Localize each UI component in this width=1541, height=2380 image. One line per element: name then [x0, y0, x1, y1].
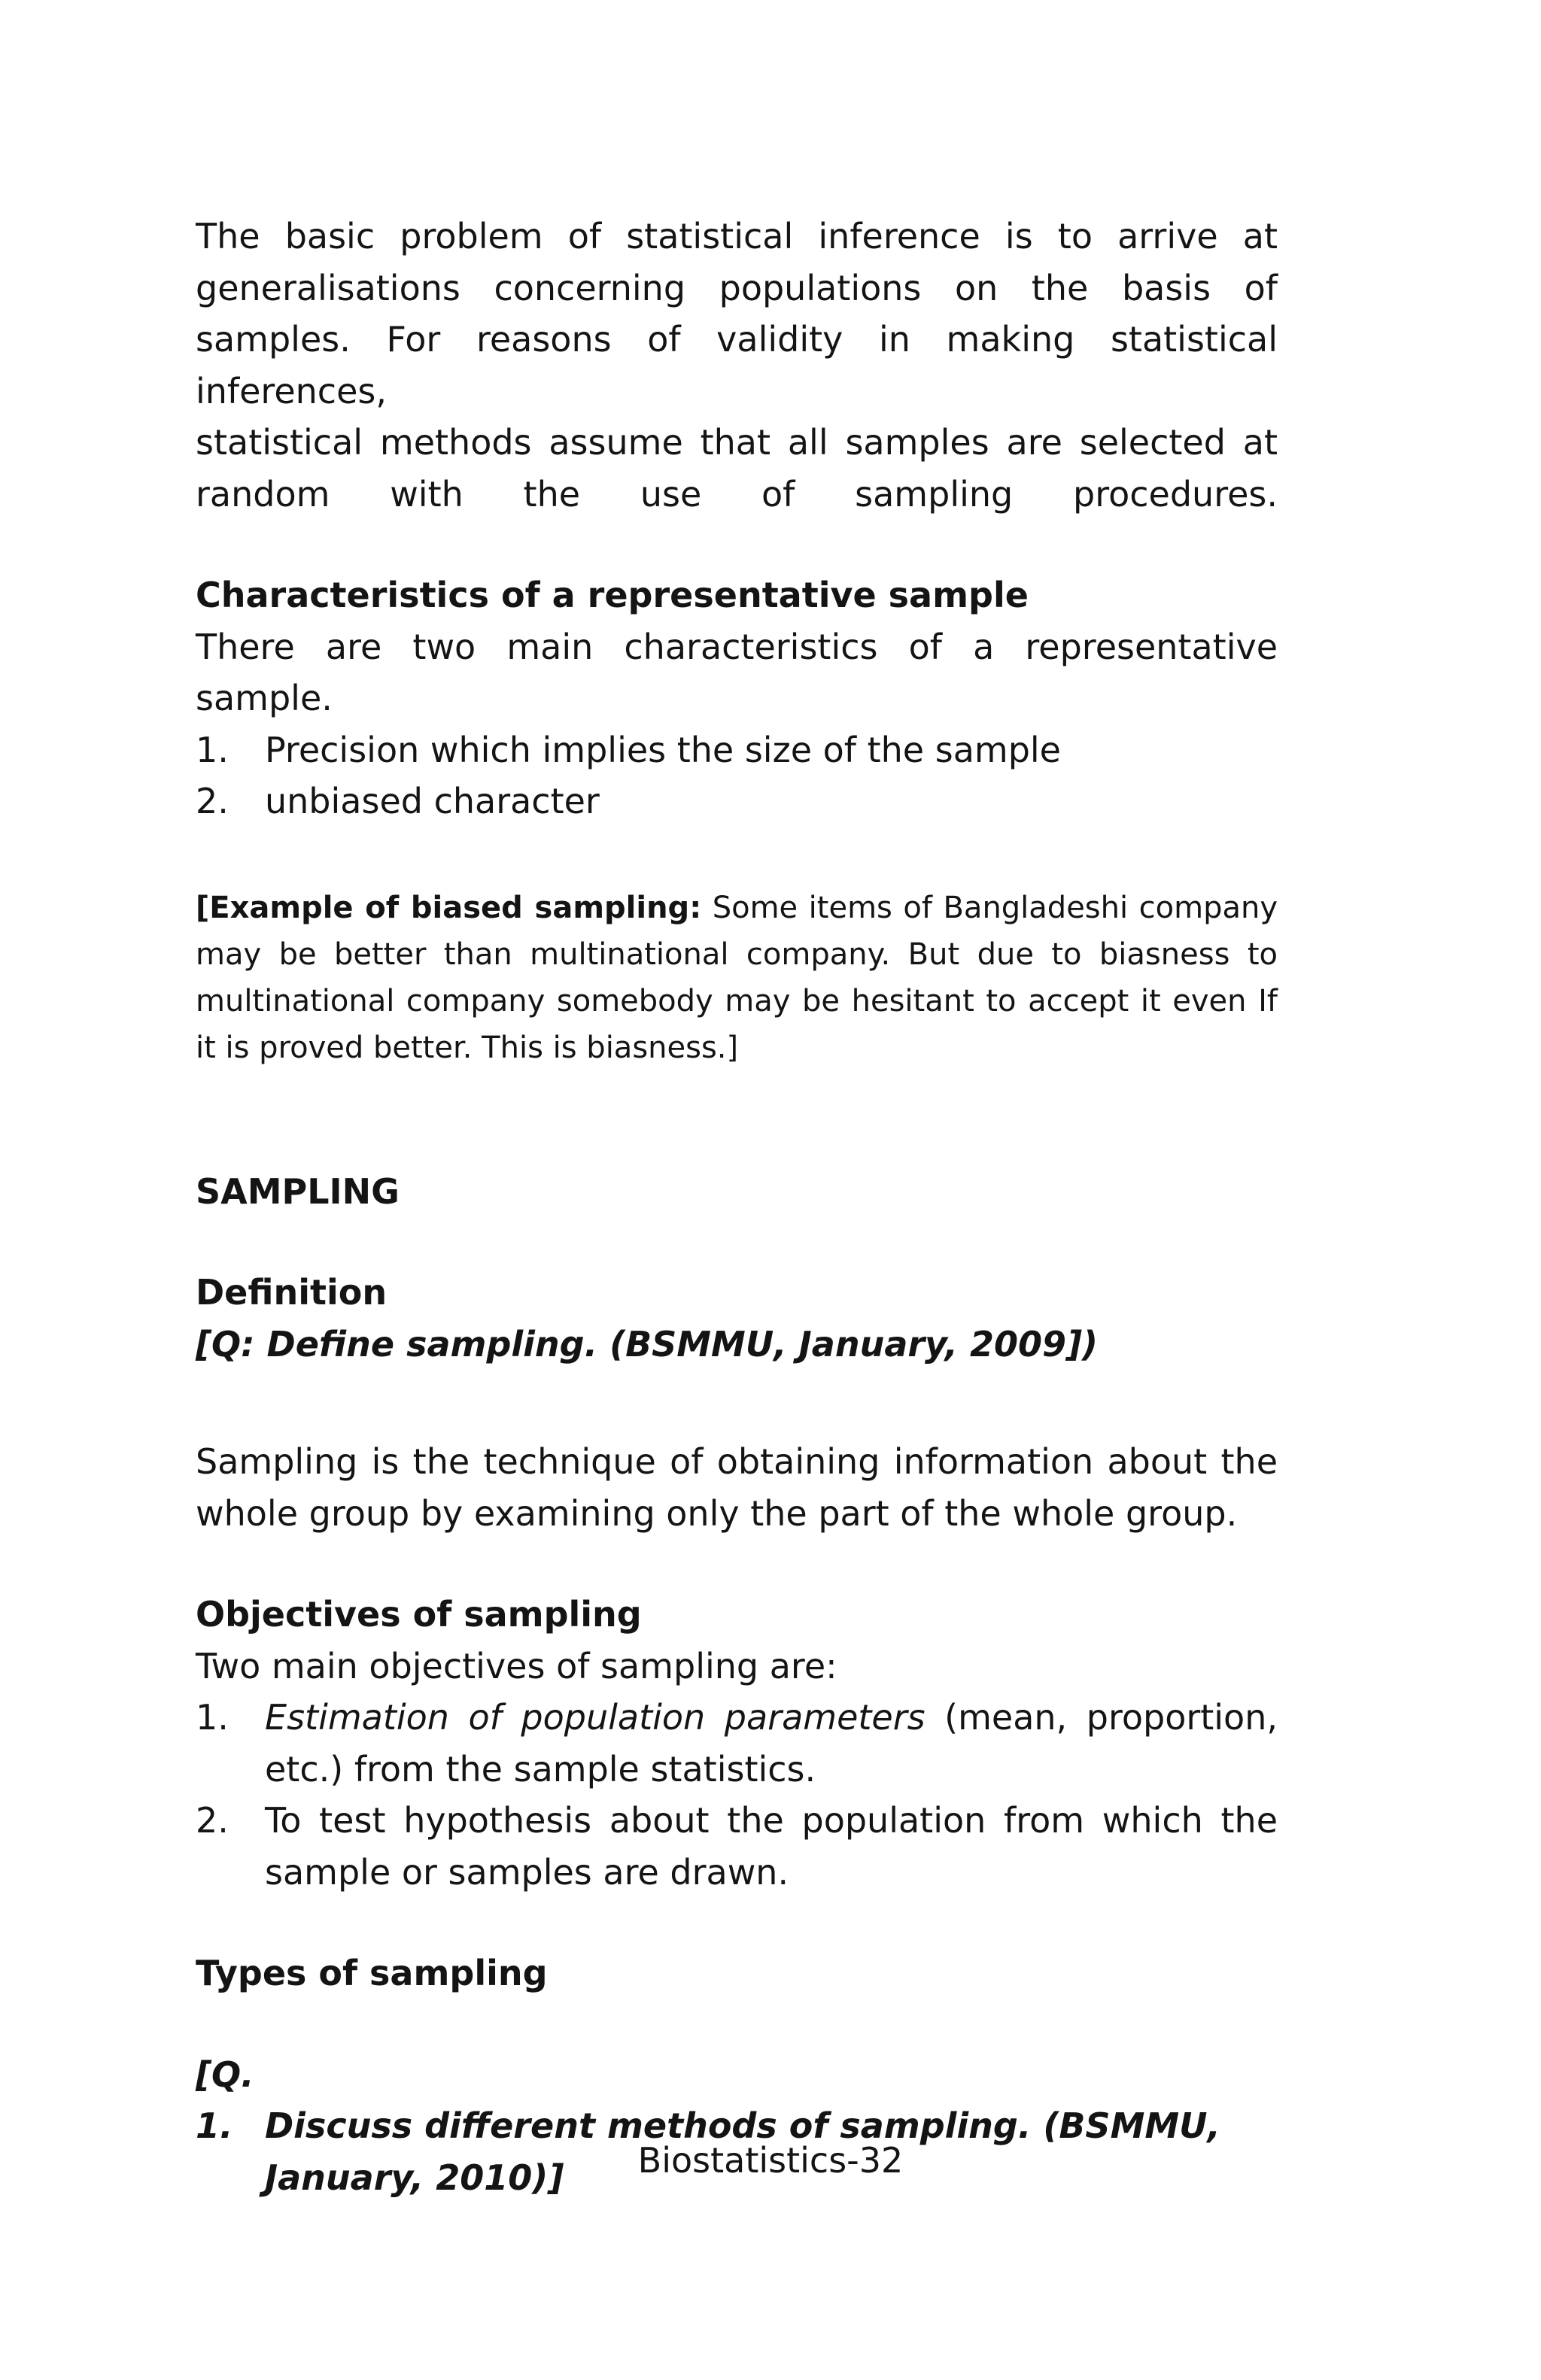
- intro-line: samples. For reasons of validity in making statistical inferences,: [196, 319, 1278, 411]
- note-label: Example of biased sampling:: [209, 890, 702, 925]
- list-text: Discuss different methods of sampling. (BSMMU, January, 2010)]: [265, 2105, 1220, 2198]
- list-text-rest: (mean, proportion, etc.) from the sample statistics.: [265, 1697, 1278, 1790]
- characteristics-list: [196, 724, 1278, 827]
- list-number: 2.: [196, 781, 229, 821]
- intro-line: random with the use of sampling procedures.: [196, 473, 1278, 515]
- note-text: Some items of Bangladeshi company may be better than multinational company. But due to biasness to multinational company somebody may be hesitant to accept it even If it is proved better. This is biasness.]: [196, 890, 1278, 1065]
- list-item: [196, 1795, 1278, 1898]
- list-number: 1.: [196, 729, 229, 770]
- characteristics-intro: There are two main characteristics of a representative sample.: [196, 626, 1278, 718]
- list-item: [196, 1692, 1278, 1795]
- list-text: [265, 1692, 1278, 1795]
- sampling-heading: SAMPLING: [196, 1170, 400, 1212]
- objectives-intro: Two main objectives of sampling are:: [196, 1645, 837, 1686]
- definition-heading: Definition: [196, 1272, 388, 1313]
- intro-line: statistical methods assume that all samples are selected at: [196, 422, 1278, 463]
- page-footer: Biostatistics-32: [637, 2140, 904, 2181]
- list-text: To test hypothesis about the population from which the sample or samples are drawn.: [265, 1800, 1278, 1893]
- note-open-bracket: [: [196, 890, 210, 925]
- definition-question: [Q: Define sampling. (BSMMU, January, 2009]): [196, 1323, 1099, 1365]
- list-number: 1.: [196, 1697, 229, 1738]
- list-item: [196, 776, 1278, 827]
- list-number: 1.: [196, 2105, 233, 2146]
- objectives-list: [196, 1692, 1278, 1898]
- types-question-open: [Q.: [196, 2054, 254, 2095]
- types-heading: Types of sampling: [196, 1953, 548, 1993]
- intro-line: generalisations concerning populations on the basis of: [196, 267, 1278, 308]
- characteristics-heading: Characteristics of a representative sample: [196, 575, 1029, 615]
- list-text: unbiased character: [265, 781, 600, 821]
- definition-text: Sampling is the technique of obtaining information about the whole group by examining only the part of the whole group.: [196, 1441, 1278, 1534]
- intro-line: The basic problem of statistical inference is to arrive at: [196, 216, 1278, 257]
- intro-paragraph: [196, 211, 1278, 520]
- objectives-heading: Objectives of sampling: [196, 1594, 642, 1635]
- list-text-italic: Estimation of population parameters: [265, 1697, 926, 1738]
- biased-sampling-note: [196, 885, 1278, 1071]
- list-item: [196, 724, 1278, 776]
- document-page: [196, 211, 1278, 2203]
- list-text: Precision which implies the size of the sample: [265, 729, 1061, 770]
- list-number: 2.: [196, 1800, 229, 1841]
